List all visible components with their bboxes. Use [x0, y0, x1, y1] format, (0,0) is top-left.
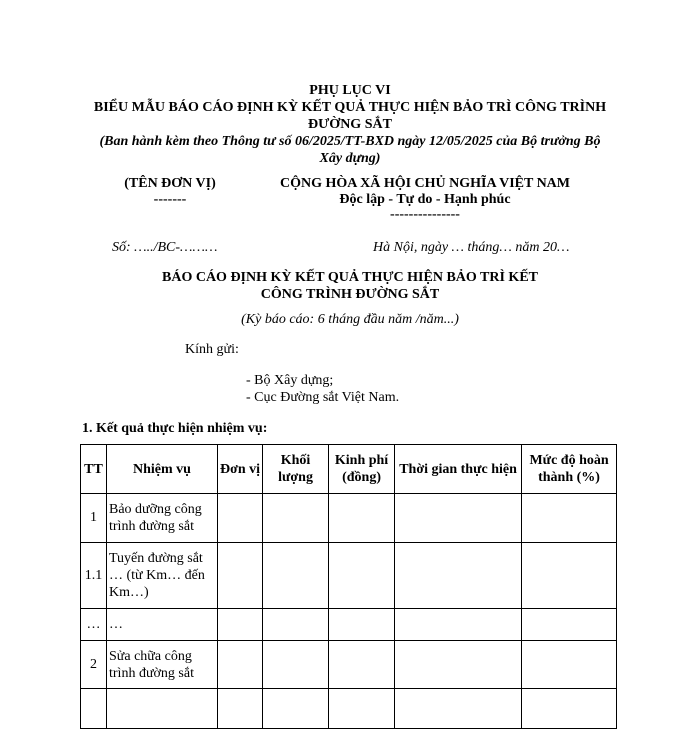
document-number: Số: …../BC-………: [112, 240, 218, 255]
row-progress-cell[interactable]: [522, 641, 617, 689]
header-task: Nhiệm vụ: [107, 445, 218, 494]
row-cost-cell[interactable]: [329, 689, 395, 729]
row-volume-cell[interactable]: [263, 609, 329, 641]
row-task: [107, 689, 218, 729]
table-row: [81, 543, 617, 609]
row-tt: [81, 689, 107, 729]
table-row: [81, 609, 617, 641]
form-title-line1: BIỂU MẪU BÁO CÁO ĐỊNH KỲ KẾT QUẢ THỰC HIỆN BẢO TRÌ CÔNG TRÌNH: [93, 100, 607, 115]
issued-note-line2: Xây dựng): [319, 151, 381, 166]
row-time-cell[interactable]: [395, 543, 522, 609]
row-tt: 2: [81, 641, 107, 689]
row-unit-cell[interactable]: [218, 641, 263, 689]
row-cost-cell[interactable]: [329, 543, 395, 609]
row-unit-cell[interactable]: [218, 543, 263, 609]
header-cost: Kinh phí (đồng): [329, 445, 395, 494]
motto: Độc lập - Tự do - Hạnh phúc: [339, 192, 511, 207]
row-tt: 1.1: [81, 543, 107, 609]
table-row: [81, 494, 617, 543]
row-task: Tuyến đường sắt … (từ Km… đến Km…): [107, 543, 218, 609]
row-unit-cell[interactable]: [218, 609, 263, 641]
row-cost-cell[interactable]: [329, 609, 395, 641]
recipient-label: Kính gửi:: [185, 342, 239, 357]
row-task: Sửa chữa công trình đường sắt: [107, 641, 218, 689]
row-tt: …: [81, 609, 107, 641]
report-period: (Kỳ báo cáo: 6 tháng đầu năm /năm...): [241, 312, 459, 327]
appendix-title: PHỤ LỤC VI: [309, 83, 391, 98]
row-volume-cell[interactable]: [263, 494, 329, 543]
row-progress-cell[interactable]: [522, 494, 617, 543]
row-progress-cell[interactable]: [522, 543, 617, 609]
form-title-line2: ĐƯỜNG SẮT: [308, 117, 392, 132]
results-table: [80, 444, 617, 729]
row-time-cell[interactable]: [395, 494, 522, 543]
table-row: [81, 641, 617, 689]
table-row: [81, 689, 617, 729]
unit-rule: -------: [153, 192, 187, 207]
place-date: Hà Nội, ngày … tháng… năm 20…: [373, 240, 570, 255]
table-header-row: [81, 445, 617, 494]
row-progress-cell[interactable]: [522, 609, 617, 641]
row-tt: 1: [81, 494, 107, 543]
row-unit-cell[interactable]: [218, 689, 263, 729]
row-cost-cell[interactable]: [329, 641, 395, 689]
header-tt: TT: [81, 445, 107, 494]
row-cost-cell[interactable]: [329, 494, 395, 543]
header-unit: Đơn vị: [218, 445, 263, 494]
report-title-line1: BÁO CÁO ĐỊNH KỲ KẾT QUẢ THỰC HIỆN BẢO TRÌ KẾT: [162, 270, 538, 285]
row-task: Bảo dưỡng công trình đường sắt: [107, 494, 218, 543]
country-name: CỘNG HÒA XÃ HỘI CHỦ NGHĨA VIỆT NAM: [279, 176, 570, 191]
header-progress: Mức độ hoàn thành (%): [522, 445, 617, 494]
row-volume-cell[interactable]: [263, 641, 329, 689]
recipient-railway-dept: - Cục Đường sắt Việt Nam.: [246, 390, 400, 405]
header-volume: Khối lượng: [263, 445, 329, 494]
row-time-cell[interactable]: [395, 609, 522, 641]
header-time: Thời gian thực hiện: [395, 445, 522, 494]
motto-rule: ---------------: [390, 207, 460, 222]
row-progress-cell[interactable]: [522, 689, 617, 729]
report-title-line2: CÔNG TRÌNH ĐƯỜNG SẮT: [260, 287, 440, 302]
row-task: …: [107, 609, 218, 641]
section-heading: 1. Kết quả thực hiện nhiệm vụ:: [82, 421, 268, 436]
row-volume-cell[interactable]: [263, 689, 329, 729]
row-time-cell[interactable]: [395, 641, 522, 689]
row-unit-cell[interactable]: [218, 494, 263, 543]
issued-note-line1: (Ban hành kèm theo Thông tư số 06/2025/TT-BXD ngày 12/05/2025 của Bộ trưởng Bộ: [99, 134, 601, 149]
row-time-cell[interactable]: [395, 689, 522, 729]
row-volume-cell[interactable]: [263, 543, 329, 609]
unit-name: (TÊN ĐƠN VỊ): [124, 176, 216, 191]
recipient-ministry: - Bộ Xây dựng;: [246, 373, 334, 388]
